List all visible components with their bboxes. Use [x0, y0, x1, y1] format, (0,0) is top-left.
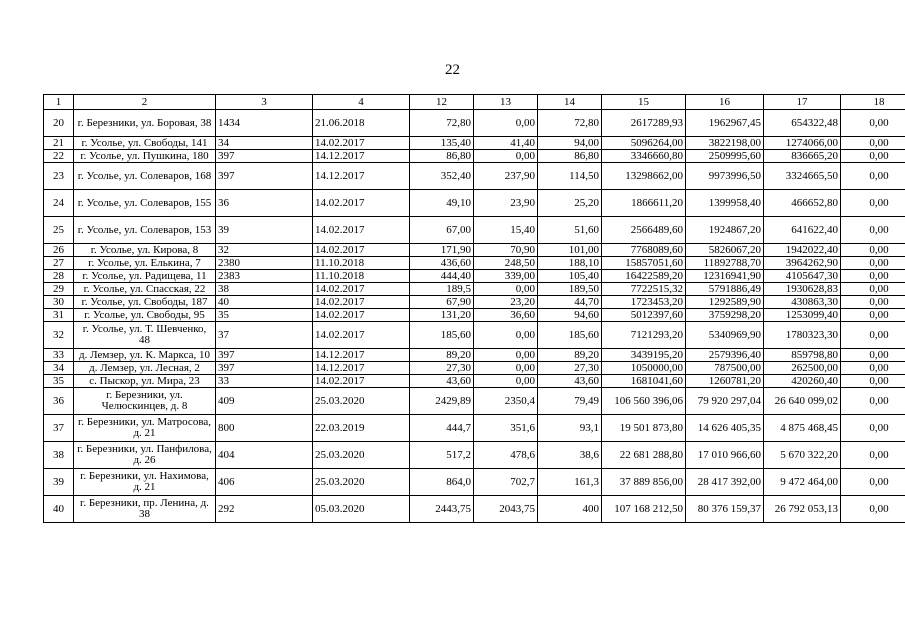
date-cell: 11.10.2018	[313, 257, 410, 270]
date-cell: 14.02.2017	[313, 217, 410, 244]
column-18-cell: 0,00	[841, 415, 905, 442]
column-16-cell: 12316941,90	[686, 270, 764, 283]
header-row	[44, 95, 905, 110]
column-13-cell: 70,90	[474, 244, 538, 257]
table-body	[44, 110, 905, 523]
column-header: 13	[474, 95, 538, 110]
column-3-cell: 32	[216, 244, 313, 257]
date-cell: 14.02.2017	[313, 244, 410, 257]
address-cell: г. Усолье, ул. Солеваров, 155	[74, 190, 216, 217]
column-13-cell: 23,20	[474, 296, 538, 309]
column-18-cell: 0,00	[841, 217, 905, 244]
column-17-cell: 1930628,83	[764, 283, 841, 296]
column-17-cell: 466652,80	[764, 190, 841, 217]
column-header: 18	[841, 95, 905, 110]
table-row	[44, 322, 905, 349]
column-12-cell: 131,20	[410, 309, 474, 322]
row-number-cell: 27	[44, 257, 74, 270]
column-18-cell: 0,00	[841, 110, 905, 137]
column-18-cell: 0,00	[841, 496, 905, 523]
column-17-cell: 5 670 322,20	[764, 442, 841, 469]
column-18-cell: 0,00	[841, 322, 905, 349]
column-16-cell: 1399958,40	[686, 190, 764, 217]
column-3-cell: 39	[216, 217, 313, 244]
column-15-cell: 3439195,20	[602, 349, 686, 362]
table-row	[44, 110, 905, 137]
column-12-cell: 27,30	[410, 362, 474, 375]
column-15-cell: 19 501 873,80	[602, 415, 686, 442]
address-cell: д. Лемзер, ул. К. Маркса, 10	[74, 349, 216, 362]
column-17-cell: 836665,20	[764, 150, 841, 163]
column-header: 12	[410, 95, 474, 110]
column-3-cell: 800	[216, 415, 313, 442]
column-18-cell: 0,00	[841, 469, 905, 496]
column-16-cell: 1962967,45	[686, 110, 764, 137]
column-3-cell: 397	[216, 150, 313, 163]
column-16-cell: 787500,00	[686, 362, 764, 375]
table-row	[44, 349, 905, 362]
column-13-cell: 0,00	[474, 110, 538, 137]
date-cell: 14.02.2017	[313, 309, 410, 322]
column-13-cell: 478,6	[474, 442, 538, 469]
address-cell: г. Березники, ул. Нахимова, д. 21	[74, 469, 216, 496]
column-15-cell: 7722515,32	[602, 283, 686, 296]
column-12-cell: 43,60	[410, 375, 474, 388]
column-15-cell: 5096264,00	[602, 137, 686, 150]
column-3-cell: 397	[216, 362, 313, 375]
table-row	[44, 496, 905, 523]
column-18-cell: 0,00	[841, 137, 905, 150]
column-14-cell: 38,6	[538, 442, 602, 469]
column-15-cell: 107 168 212,50	[602, 496, 686, 523]
column-13-cell: 2350,4	[474, 388, 538, 415]
column-16-cell: 5340969,90	[686, 322, 764, 349]
column-14-cell: 44,70	[538, 296, 602, 309]
column-14-cell: 101,00	[538, 244, 602, 257]
column-16-cell: 80 376 159,37	[686, 496, 764, 523]
column-3-cell: 33	[216, 375, 313, 388]
column-15-cell: 22 681 288,80	[602, 442, 686, 469]
column-13-cell: 0,00	[474, 349, 538, 362]
column-16-cell: 2579396,40	[686, 349, 764, 362]
column-14-cell: 161,3	[538, 469, 602, 496]
column-16-cell: 2509995,60	[686, 150, 764, 163]
row-number-cell: 33	[44, 349, 74, 362]
column-12-cell: 444,7	[410, 415, 474, 442]
column-13-cell: 0,00	[474, 322, 538, 349]
column-18-cell: 0,00	[841, 362, 905, 375]
column-15-cell: 3346660,80	[602, 150, 686, 163]
address-cell: г. Усолье, ул. Солеваров, 153	[74, 217, 216, 244]
column-18-cell: 0,00	[841, 257, 905, 270]
address-cell: г. Усолье, ул. Свободы, 187	[74, 296, 216, 309]
column-15-cell: 1050000,00	[602, 362, 686, 375]
column-3-cell: 34	[216, 137, 313, 150]
column-16-cell: 1924867,20	[686, 217, 764, 244]
row-number-cell: 34	[44, 362, 74, 375]
column-header: 17	[764, 95, 841, 110]
address-cell: г. Березники, ул. Матросова, д. 21	[74, 415, 216, 442]
table-row	[44, 244, 905, 257]
date-cell: 14.02.2017	[313, 296, 410, 309]
date-cell: 14.12.2017	[313, 163, 410, 190]
column-15-cell: 37 889 856,00	[602, 469, 686, 496]
column-13-cell: 702,7	[474, 469, 538, 496]
table-row	[44, 190, 905, 217]
column-17-cell: 4 875 468,45	[764, 415, 841, 442]
table-header	[44, 95, 905, 110]
row-number-cell: 38	[44, 442, 74, 469]
column-12-cell: 2443,75	[410, 496, 474, 523]
column-16-cell: 17 010 966,60	[686, 442, 764, 469]
table-row	[44, 257, 905, 270]
column-3-cell: 397	[216, 163, 313, 190]
date-cell: 22.03.2019	[313, 415, 410, 442]
column-17-cell: 262500,00	[764, 362, 841, 375]
column-3-cell: 37	[216, 322, 313, 349]
address-cell: г. Усолье, ул. Кирова, 8	[74, 244, 216, 257]
column-12-cell: 67,90	[410, 296, 474, 309]
column-14-cell: 185,60	[538, 322, 602, 349]
column-17-cell: 1780323,30	[764, 322, 841, 349]
row-number-cell: 23	[44, 163, 74, 190]
column-17-cell: 9 472 464,00	[764, 469, 841, 496]
column-12-cell: 86,80	[410, 150, 474, 163]
column-13-cell: 0,00	[474, 375, 538, 388]
column-18-cell: 0,00	[841, 442, 905, 469]
column-14-cell: 400	[538, 496, 602, 523]
column-16-cell: 3759298,20	[686, 309, 764, 322]
row-number-cell: 36	[44, 388, 74, 415]
column-13-cell: 0,00	[474, 283, 538, 296]
column-16-cell: 11892788,70	[686, 257, 764, 270]
column-14-cell: 25,20	[538, 190, 602, 217]
column-3-cell: 397	[216, 349, 313, 362]
column-14-cell: 43,60	[538, 375, 602, 388]
table-row	[44, 137, 905, 150]
row-number-cell: 26	[44, 244, 74, 257]
column-3-cell: 406	[216, 469, 313, 496]
column-18-cell: 0,00	[841, 349, 905, 362]
column-13-cell: 0,00	[474, 150, 538, 163]
column-13-cell: 2043,75	[474, 496, 538, 523]
column-18-cell: 0,00	[841, 270, 905, 283]
column-18-cell: 0,00	[841, 296, 905, 309]
column-header: 3	[216, 95, 313, 110]
column-12-cell: 72,80	[410, 110, 474, 137]
housing-registry-table	[43, 94, 905, 523]
column-3-cell: 409	[216, 388, 313, 415]
column-17-cell: 1942022,40	[764, 244, 841, 257]
column-13-cell: 351,6	[474, 415, 538, 442]
column-3-cell: 292	[216, 496, 313, 523]
column-12-cell: 171,90	[410, 244, 474, 257]
table-row	[44, 283, 905, 296]
column-15-cell: 1723453,20	[602, 296, 686, 309]
column-15-cell: 5012397,60	[602, 309, 686, 322]
date-cell: 14.02.2017	[313, 137, 410, 150]
column-17-cell: 3964262,90	[764, 257, 841, 270]
row-number-cell: 31	[44, 309, 74, 322]
column-header: 2	[74, 95, 216, 110]
column-header: 1	[44, 95, 74, 110]
column-13-cell: 248,50	[474, 257, 538, 270]
column-17-cell: 1253099,40	[764, 309, 841, 322]
row-number-cell: 32	[44, 322, 74, 349]
table-row	[44, 415, 905, 442]
column-14-cell: 189,50	[538, 283, 602, 296]
date-cell: 05.03.2020	[313, 496, 410, 523]
column-14-cell: 89,20	[538, 349, 602, 362]
date-cell: 11.10.2018	[313, 270, 410, 283]
column-16-cell: 79 920 297,04	[686, 388, 764, 415]
row-number-cell: 22	[44, 150, 74, 163]
column-16-cell: 5791886,49	[686, 283, 764, 296]
column-14-cell: 72,80	[538, 110, 602, 137]
column-14-cell: 51,60	[538, 217, 602, 244]
column-12-cell: 185,60	[410, 322, 474, 349]
column-17-cell: 26 640 099,02	[764, 388, 841, 415]
column-17-cell: 430863,30	[764, 296, 841, 309]
table-row	[44, 469, 905, 496]
column-3-cell: 2380	[216, 257, 313, 270]
column-3-cell: 40	[216, 296, 313, 309]
column-14-cell: 188,10	[538, 257, 602, 270]
address-cell: г. Усолье, ул. Спасская, 22	[74, 283, 216, 296]
table-row	[44, 150, 905, 163]
address-cell: г. Усолье, ул. Радищева, 11	[74, 270, 216, 283]
column-17-cell: 654322,48	[764, 110, 841, 137]
column-16-cell: 1292589,90	[686, 296, 764, 309]
column-14-cell: 114,50	[538, 163, 602, 190]
column-17-cell: 859798,80	[764, 349, 841, 362]
row-number-cell: 21	[44, 137, 74, 150]
row-number-cell: 29	[44, 283, 74, 296]
table-row	[44, 296, 905, 309]
column-16-cell: 28 417 392,00	[686, 469, 764, 496]
column-12-cell: 89,20	[410, 349, 474, 362]
column-17-cell: 641622,40	[764, 217, 841, 244]
address-cell: г. Березники, пр. Ленина, д. 38	[74, 496, 216, 523]
column-18-cell: 0,00	[841, 244, 905, 257]
column-header: 14	[538, 95, 602, 110]
column-17-cell: 4105647,30	[764, 270, 841, 283]
column-12-cell: 444,40	[410, 270, 474, 283]
row-number-cell: 24	[44, 190, 74, 217]
table-row	[44, 270, 905, 283]
row-number-cell: 25	[44, 217, 74, 244]
address-cell: г. Усолье, ул. Свободы, 141	[74, 137, 216, 150]
column-14-cell: 93,1	[538, 415, 602, 442]
date-cell: 14.12.2017	[313, 150, 410, 163]
date-cell: 14.02.2017	[313, 322, 410, 349]
column-17-cell: 26 792 053,13	[764, 496, 841, 523]
address-cell: г. Усолье, ул. Пушкина, 180	[74, 150, 216, 163]
column-13-cell: 237,90	[474, 163, 538, 190]
address-cell: г. Усолье, ул. Солеваров, 168	[74, 163, 216, 190]
address-cell: г. Усолье, ул. Т. Шевченко, 48	[74, 322, 216, 349]
column-15-cell: 15857051,60	[602, 257, 686, 270]
column-15-cell: 1681041,60	[602, 375, 686, 388]
column-15-cell: 13298662,00	[602, 163, 686, 190]
table-row	[44, 163, 905, 190]
date-cell: 14.12.2017	[313, 362, 410, 375]
column-12-cell: 67,00	[410, 217, 474, 244]
column-14-cell: 86,80	[538, 150, 602, 163]
table-row	[44, 388, 905, 415]
column-16-cell: 14 626 405,35	[686, 415, 764, 442]
page-number: 22	[445, 62, 460, 78]
column-16-cell: 5826067,20	[686, 244, 764, 257]
column-18-cell: 0,00	[841, 283, 905, 296]
column-18-cell: 0,00	[841, 309, 905, 322]
row-number-cell: 40	[44, 496, 74, 523]
column-12-cell: 517,2	[410, 442, 474, 469]
address-cell: г. Березники, ул. Челюскинцев, д. 8	[74, 388, 216, 415]
address-cell: д. Лемзер, ул. Лесная, 2	[74, 362, 216, 375]
column-18-cell: 0,00	[841, 190, 905, 217]
column-header: 4	[313, 95, 410, 110]
address-cell: г. Усолье, ул. Свободы, 95	[74, 309, 216, 322]
address-cell: г. Березники, ул. Панфилова, д. 26	[74, 442, 216, 469]
table-row	[44, 217, 905, 244]
column-12-cell: 135,40	[410, 137, 474, 150]
column-12-cell: 2429,89	[410, 388, 474, 415]
row-number-cell: 35	[44, 375, 74, 388]
column-12-cell: 864,0	[410, 469, 474, 496]
column-18-cell: 0,00	[841, 150, 905, 163]
column-16-cell: 3822198,00	[686, 137, 764, 150]
address-cell: г. Березники, ул. Боровая, 38	[74, 110, 216, 137]
column-18-cell: 0,00	[841, 375, 905, 388]
column-3-cell: 404	[216, 442, 313, 469]
column-15-cell: 106 560 396,06	[602, 388, 686, 415]
column-15-cell: 2617289,93	[602, 110, 686, 137]
column-12-cell: 189,5	[410, 283, 474, 296]
column-14-cell: 94,60	[538, 309, 602, 322]
column-3-cell: 36	[216, 190, 313, 217]
column-12-cell: 49,10	[410, 190, 474, 217]
column-17-cell: 3324665,50	[764, 163, 841, 190]
column-13-cell: 15,40	[474, 217, 538, 244]
date-cell: 14.02.2017	[313, 190, 410, 217]
column-15-cell: 1866611,20	[602, 190, 686, 217]
row-number-cell: 28	[44, 270, 74, 283]
column-3-cell: 35	[216, 309, 313, 322]
column-13-cell: 0,00	[474, 362, 538, 375]
column-18-cell: 0,00	[841, 388, 905, 415]
table-row	[44, 442, 905, 469]
column-12-cell: 352,40	[410, 163, 474, 190]
date-cell: 25.03.2020	[313, 442, 410, 469]
column-12-cell: 436,60	[410, 257, 474, 270]
table-row	[44, 362, 905, 375]
table-row	[44, 375, 905, 388]
table-row	[44, 309, 905, 322]
column-14-cell: 27,30	[538, 362, 602, 375]
column-13-cell: 23,90	[474, 190, 538, 217]
column-header: 15	[602, 95, 686, 110]
column-3-cell: 38	[216, 283, 313, 296]
column-header: 16	[686, 95, 764, 110]
row-number-cell: 20	[44, 110, 74, 137]
date-cell: 25.03.2020	[313, 469, 410, 496]
date-cell: 25.03.2020	[313, 388, 410, 415]
column-15-cell: 7768089,60	[602, 244, 686, 257]
address-cell: г. Усолье, ул. Елькина, 7	[74, 257, 216, 270]
column-17-cell: 420260,40	[764, 375, 841, 388]
column-15-cell: 7121293,20	[602, 322, 686, 349]
date-cell: 14.02.2017	[313, 283, 410, 296]
row-number-cell: 30	[44, 296, 74, 309]
column-17-cell: 1274066,00	[764, 137, 841, 150]
column-15-cell: 2566489,60	[602, 217, 686, 244]
column-15-cell: 16422589,20	[602, 270, 686, 283]
date-cell: 21.06.2018	[313, 110, 410, 137]
row-number-cell: 37	[44, 415, 74, 442]
column-3-cell: 2383	[216, 270, 313, 283]
column-3-cell: 1434	[216, 110, 313, 137]
column-16-cell: 1260781,20	[686, 375, 764, 388]
date-cell: 14.02.2017	[313, 375, 410, 388]
column-13-cell: 339,00	[474, 270, 538, 283]
column-14-cell: 105,40	[538, 270, 602, 283]
column-13-cell: 36,60	[474, 309, 538, 322]
column-16-cell: 9973996,50	[686, 163, 764, 190]
address-cell: с. Пыскор, ул. Мира, 23	[74, 375, 216, 388]
column-14-cell: 94,00	[538, 137, 602, 150]
date-cell: 14.12.2017	[313, 349, 410, 362]
row-number-cell: 39	[44, 469, 74, 496]
column-18-cell: 0,00	[841, 163, 905, 190]
column-14-cell: 79,49	[538, 388, 602, 415]
column-13-cell: 41,40	[474, 137, 538, 150]
